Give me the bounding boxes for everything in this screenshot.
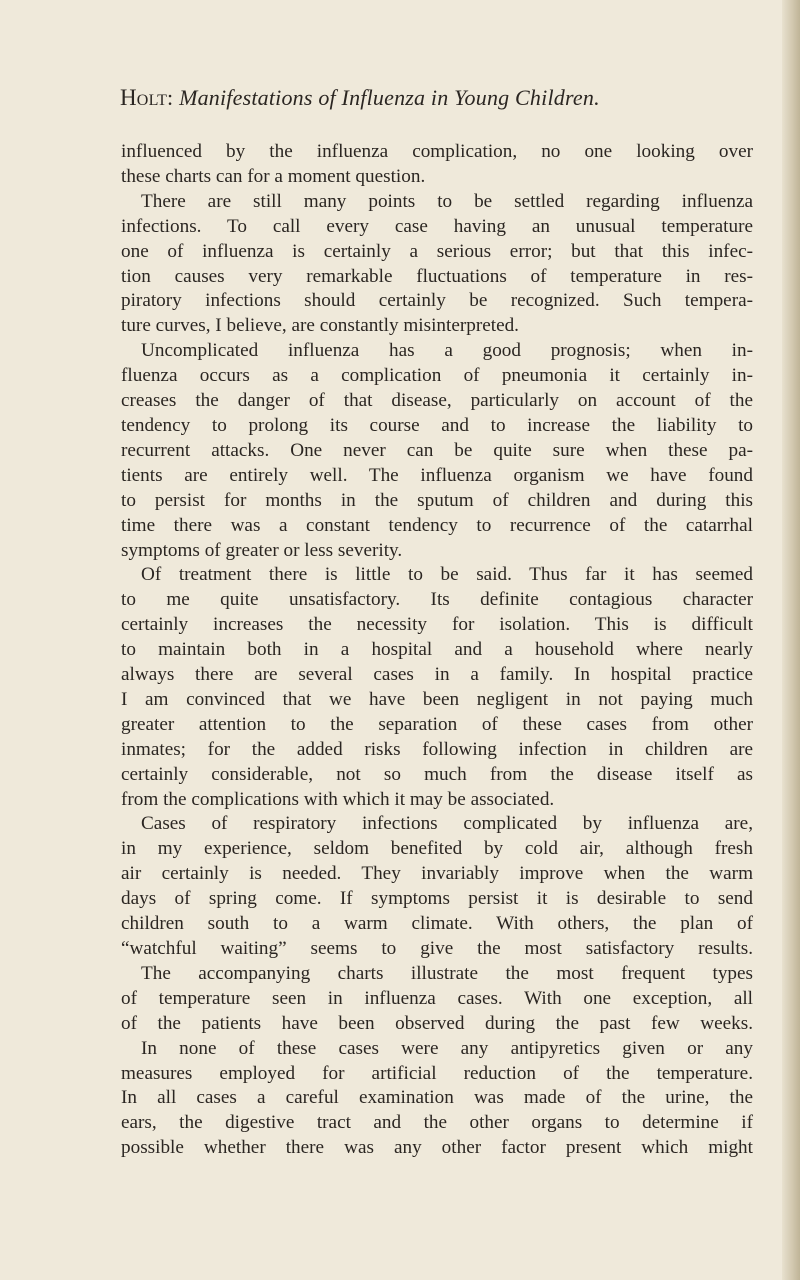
text-line: time there was a constant tendency to recurrence of the catarrhal — [121, 514, 753, 536]
text-line: to persist for months in the sputum of children and during this — [121, 489, 753, 511]
text-line: of temperature seen in influenza cases. With one exception, all — [121, 987, 753, 1009]
body-text — [121, 140, 753, 1161]
text-line: In all cases a careful examination was made of the urine, the — [121, 1087, 753, 1109]
running-head — [120, 85, 760, 111]
text-line: to me quite unsatisfactory. Its definite contagious character — [121, 589, 753, 611]
text-line: recurrent attacks. One never can be quite sure when these pa- — [121, 439, 753, 461]
text-line: in my experience, seldom benefited by cold air, although fresh — [121, 838, 753, 860]
text-line: certainly increases the necessity for isolation. This is difficult — [121, 614, 753, 636]
text-line: certainly considerable, not so much from the disease itself as — [121, 763, 753, 785]
text-line: from the complications with which it may be associated. — [121, 788, 555, 810]
text-line: children south to a warm climate. With others, the plan of — [121, 913, 753, 935]
text-line: Cases of respiratory infections complicated by influenza are, — [141, 813, 753, 835]
text-line: tion causes very remarkable fluctuations of temperature in res- — [121, 265, 753, 287]
text-line: tients are entirely well. The influenza organism we have found — [121, 464, 753, 486]
text-line: fluenza occurs as a complication of pneumonia it certainly in- — [121, 365, 753, 387]
text-line: infections. To call every case having an unusual temperature — [121, 215, 753, 237]
text-line: these charts can for a moment question. — [121, 165, 426, 187]
text-line: symptoms of greater or less severity. — [121, 539, 403, 561]
running-head-separator: : — [167, 85, 180, 110]
text-line: “watchful waiting” seems to give the most satisfactory results. — [121, 938, 753, 959]
text-line: ture curves, I believe, are constantly misinterpreted. — [121, 315, 519, 337]
text-line: creases the danger of that disease, particularly on account of the — [121, 390, 753, 412]
text-line: days of spring come. If symptoms persist it is desirable to send — [121, 888, 753, 910]
text-line: of the patients have been observed during the past few weeks. — [121, 1012, 753, 1034]
text-line: always there are several cases in a family. In hospital practice — [121, 664, 753, 686]
text-line: Of treatment there is little to be said. Thus far it has seemed — [141, 564, 753, 586]
text-line: to maintain both in a hospital and a household where nearly — [121, 639, 753, 661]
text-line: possible whether there was any other factor present which might — [121, 1137, 753, 1159]
text-line: ears, the digestive tract and the other organs to determine if — [121, 1112, 753, 1134]
text-line: Uncomplicated influenza has a good prognosis; when in- — [141, 340, 753, 362]
text-line: one of influenza is certainly a serious error; but that this infec- — [121, 240, 753, 262]
running-head-author: Holt — [120, 85, 168, 110]
text-line: influenced by the influenza complication, no one looking over — [121, 141, 753, 162]
text-line: piratory infections should certainly be recognized. Such tempera- — [121, 290, 753, 312]
text-line: air certainly is needed. They invariably improve when the warm — [121, 863, 753, 885]
text-line: tendency to prolong its course and to increase the liability to — [121, 414, 753, 436]
text-line: There are still many points to be settled regarding influenza — [141, 190, 753, 212]
page-gutter-edge — [782, 0, 800, 1280]
text-line: measures employed for artificial reduction of the temperature. — [121, 1062, 753, 1084]
text-line: greater attention to the separation of these cases from other — [121, 713, 753, 735]
text-line: The accompanying charts illustrate the most frequent types — [141, 962, 753, 984]
text-line: inmates; for the added risks following infection in children are — [121, 738, 753, 760]
running-head-title: Manifestations of Influenza in Young Children. — [179, 85, 600, 110]
text-line: In none of these cases were any antipyretics given or any — [141, 1037, 753, 1059]
text-line: I am convinced that we have been negligent in not paying much — [121, 688, 753, 710]
